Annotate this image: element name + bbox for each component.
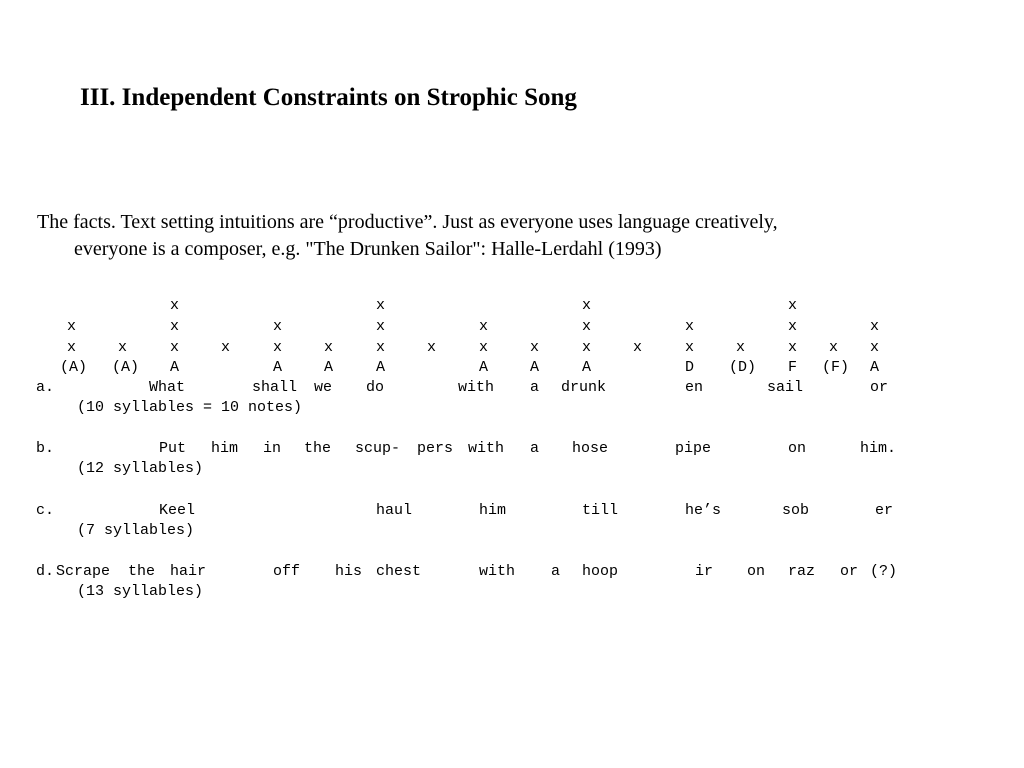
grid-mark: x <box>829 339 839 356</box>
stress-mark: A <box>170 359 180 376</box>
grid-mark: x <box>870 318 880 335</box>
syllable: hose <box>572 440 609 457</box>
grid-mark: x <box>736 339 746 356</box>
grid-mark: x <box>170 297 180 314</box>
grid-mark: x <box>530 339 540 356</box>
syllable: a <box>530 379 540 396</box>
syllable: he’s <box>685 502 722 519</box>
grid-mark: x <box>788 297 798 314</box>
syllable: shall <box>252 379 298 396</box>
syllable: drunk <box>561 379 607 396</box>
line-c-note: (7 syllables) <box>77 522 195 539</box>
intro-paragraph <box>37 209 778 263</box>
syllable: or <box>840 563 859 580</box>
syllable: with <box>468 440 505 457</box>
stress-mark: A <box>530 359 540 376</box>
intro-line-1: The facts. Text setting intuitions are “productive”. Just as everyone uses language creatively, <box>37 211 778 233</box>
syllable: (?) <box>870 563 898 580</box>
syllable: a <box>551 563 561 580</box>
grid-mark: x <box>788 339 798 356</box>
syllable: Put <box>159 440 187 457</box>
stress-mark: (A) <box>60 359 88 376</box>
stress-mark: (A) <box>112 359 140 376</box>
syllable: the <box>128 563 156 580</box>
line-a-label: a. <box>36 379 55 396</box>
line-c-label: c. <box>36 502 55 519</box>
syllable: hoop <box>582 563 619 580</box>
syllable: in <box>263 440 282 457</box>
stress-mark: D <box>685 359 695 376</box>
syllable: er <box>875 502 894 519</box>
syllable: Keel <box>159 502 196 519</box>
stress-mark: A <box>273 359 283 376</box>
stress-mark: (F) <box>822 359 850 376</box>
syllable: haul <box>376 502 413 519</box>
syllable: scup- <box>355 440 401 457</box>
grid-mark: x <box>170 318 180 335</box>
syllable: pipe <box>675 440 712 457</box>
grid-mark: x <box>376 339 386 356</box>
syllable: with <box>479 563 516 580</box>
syllable: him. <box>860 440 897 457</box>
grid-mark: x <box>582 318 592 335</box>
syllable: off <box>273 563 301 580</box>
syllable: on <box>788 440 807 457</box>
syllable: sob <box>782 502 810 519</box>
metrical-grid <box>0 296 1024 616</box>
syllable: raz <box>788 563 816 580</box>
syllable: sail <box>767 379 804 396</box>
grid-mark: x <box>273 339 283 356</box>
grid-mark: x <box>273 318 283 335</box>
syllable: ir <box>695 563 714 580</box>
page-title: III. Independent Constraints on Strophic Song <box>80 84 577 111</box>
syllable: hair <box>170 563 207 580</box>
grid-mark: x <box>221 339 231 356</box>
syllable: Scrape <box>56 563 111 580</box>
syllable: his <box>335 563 363 580</box>
line-d-label: d. <box>36 563 55 580</box>
intro-line-2: everyone is a composer, e.g. "The Drunken Sailor": Halle-Lerdahl (1993) <box>74 238 662 260</box>
stress-mark: A <box>324 359 334 376</box>
syllable: a <box>530 440 540 457</box>
syllable: the <box>304 440 332 457</box>
grid-mark: x <box>479 339 489 356</box>
grid-mark: x <box>67 318 77 335</box>
grid-mark: x <box>788 318 798 335</box>
syllable: chest <box>376 563 422 580</box>
grid-mark: x <box>170 339 180 356</box>
grid-mark: x <box>324 339 334 356</box>
line-a-note: (10 syllables = 10 notes) <box>77 399 303 416</box>
line-d-note: (13 syllables) <box>77 583 204 600</box>
syllable: or <box>870 379 889 396</box>
syllable: on <box>747 563 766 580</box>
stress-mark: (D) <box>729 359 757 376</box>
syllable: do <box>366 379 385 396</box>
syllable: till <box>582 502 619 519</box>
syllable: we <box>314 379 333 396</box>
grid-mark: x <box>479 318 489 335</box>
grid-mark: x <box>118 339 128 356</box>
syllable: pers <box>417 440 454 457</box>
line-b-label: b. <box>36 440 55 457</box>
grid-mark: x <box>376 318 386 335</box>
grid-mark: x <box>582 297 592 314</box>
stress-mark: A <box>376 359 386 376</box>
grid-mark: x <box>685 339 695 356</box>
syllable: him <box>479 502 507 519</box>
syllable: What <box>149 379 186 396</box>
grid-mark: x <box>376 297 386 314</box>
grid-mark: x <box>870 339 880 356</box>
stress-mark: F <box>788 359 798 376</box>
grid-mark: x <box>427 339 437 356</box>
syllable: with <box>458 379 495 396</box>
grid-mark: x <box>633 339 643 356</box>
stress-mark: A <box>870 359 880 376</box>
line-b-note: (12 syllables) <box>77 460 204 477</box>
stress-mark: A <box>582 359 592 376</box>
grid-mark: x <box>67 339 77 356</box>
syllable: him <box>211 440 239 457</box>
grid-mark: x <box>582 339 592 356</box>
syllable: en <box>685 379 704 396</box>
stress-mark: A <box>479 359 489 376</box>
grid-mark: x <box>685 318 695 335</box>
